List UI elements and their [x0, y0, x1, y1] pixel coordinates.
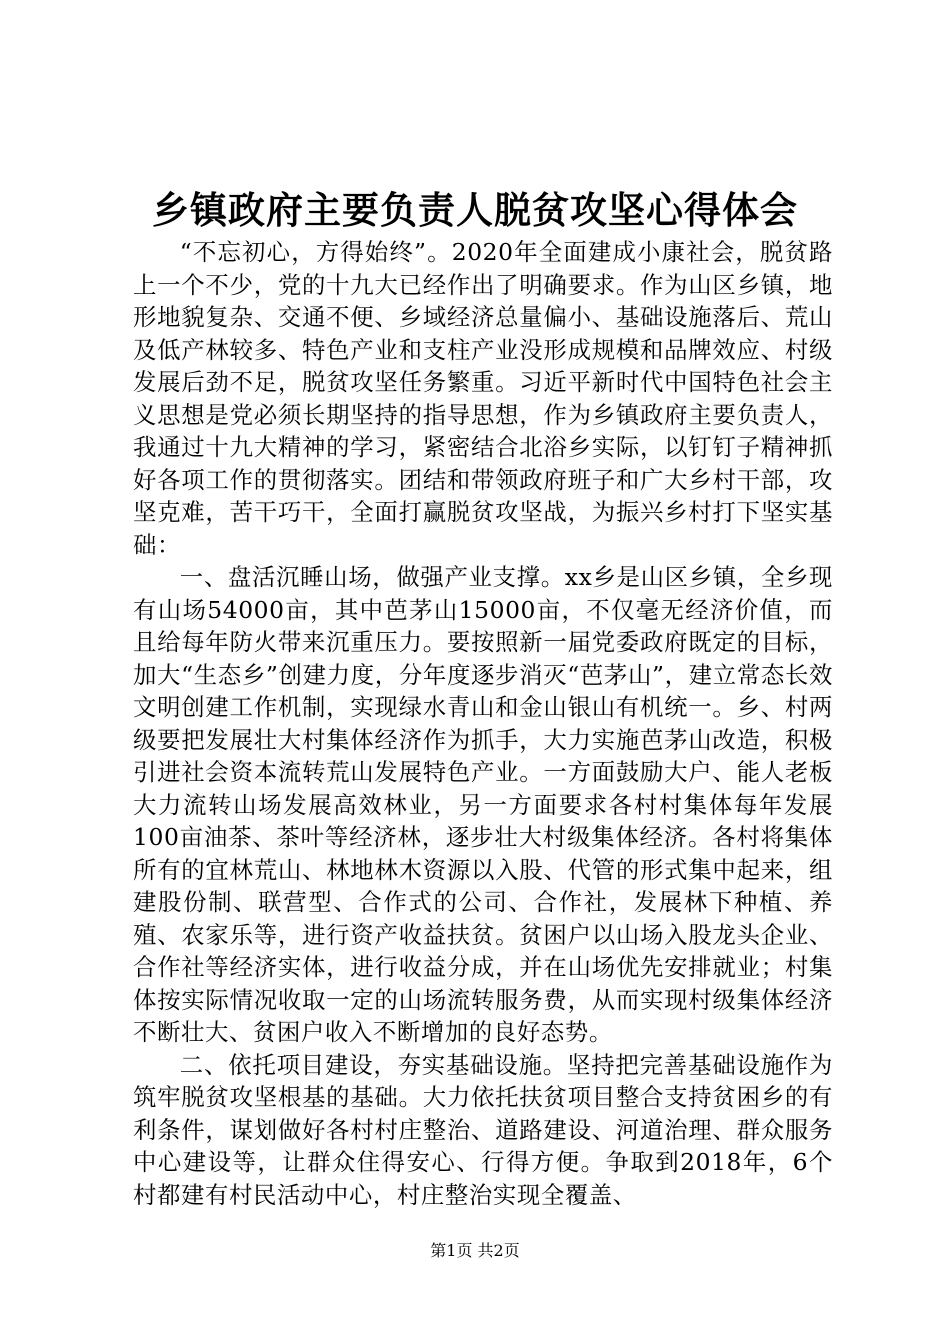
page-footer: 第1页 共2页 [430, 1241, 520, 1260]
paragraph-intro: “不忘初心，方得始终”。2020年全面建成小康社会，脱贫路上一个不少，党的十九大已经作出了明确要求。作为山区乡镇，地形地貌复杂、交通不便、乡域经济总量偏小、基础设施落后、荒山及低产林较多、特色产业和支柱产业没形成规模和品牌效应、村级发展后劲不足，脱贫攻坚任务繁重。习近平新时代中国特色社会主义思想是党必须长期坚持的指导思想，作为乡镇政府主要负责人，我通过十九大精神的学习，紧密结合北浴乡实际，以钉钉子精神抓好各项工作的贯彻落实。团结和带领政府班子和广大乡村干部，攻坚克难，苦干巧干，全面打赢脱贫攻坚战，为振兴乡村打下坚实基础： [133, 238, 833, 559]
document-title: 乡镇政府主要负责人脱贫攻坚心得体会 [152, 188, 798, 232]
document-body [133, 236, 833, 1211]
paragraph-section-1: 一、盘活沉睡山场，做强产业支撑。xx乡是山区乡镇，全乡现有山场54000亩，其中芭茅山15000亩，不仅毫无经济价值，而且给每年防火带来沉重压力。要按照新一届党委政府既定的目标，加大“生态乡”创建力度，分年度逐步消灭“芭茅山”，建立常态长效文明创建工作机制，实现绿水青山和金山银山有机统一。乡、村两级要把发展壮大村集体经济作为抓手，大力实施芭茅山改造，积极引进社会资本流转荒山发展特色产业。一方面鼓励大户、能人老板大力流转山场发展高效林业，另一方面要求各村村集体每年发展100亩油茶、茶叶等经济林，逐步壮大村级集体经济。各村将集体所有的宜林荒山、林地林木资源以入股、代管的形式集中起来，组建股份制、联营型、合作式的公司、合作社，发展林下种植、养殖、农家乐等，进行资产收益扶贫。贫困户以山场入股龙头企业、合作社等经济实体，进行收益分成，并在山场优先安排就业；村集体按实际情况收取一定的山场流转服务费，从而实现村级集体经济不断壮大、贫困户收入不断增加的良好态势。 [133, 563, 833, 1046]
paragraph-section-2: 二、依托项目建设，夯实基础设施。坚持把完善基础设施作为筑牢脱贫攻坚根基的基础。大力依托扶贫项目整合支持贫困乡的有利条件，谋划做好各村村庄整治、道路建设、河道治理、群众服务中心建设等，让群众住得安心、行得方便。争取到2018年，6个村都建有村民活动中心，村庄整治实现全覆盖、 [133, 1050, 833, 1209]
